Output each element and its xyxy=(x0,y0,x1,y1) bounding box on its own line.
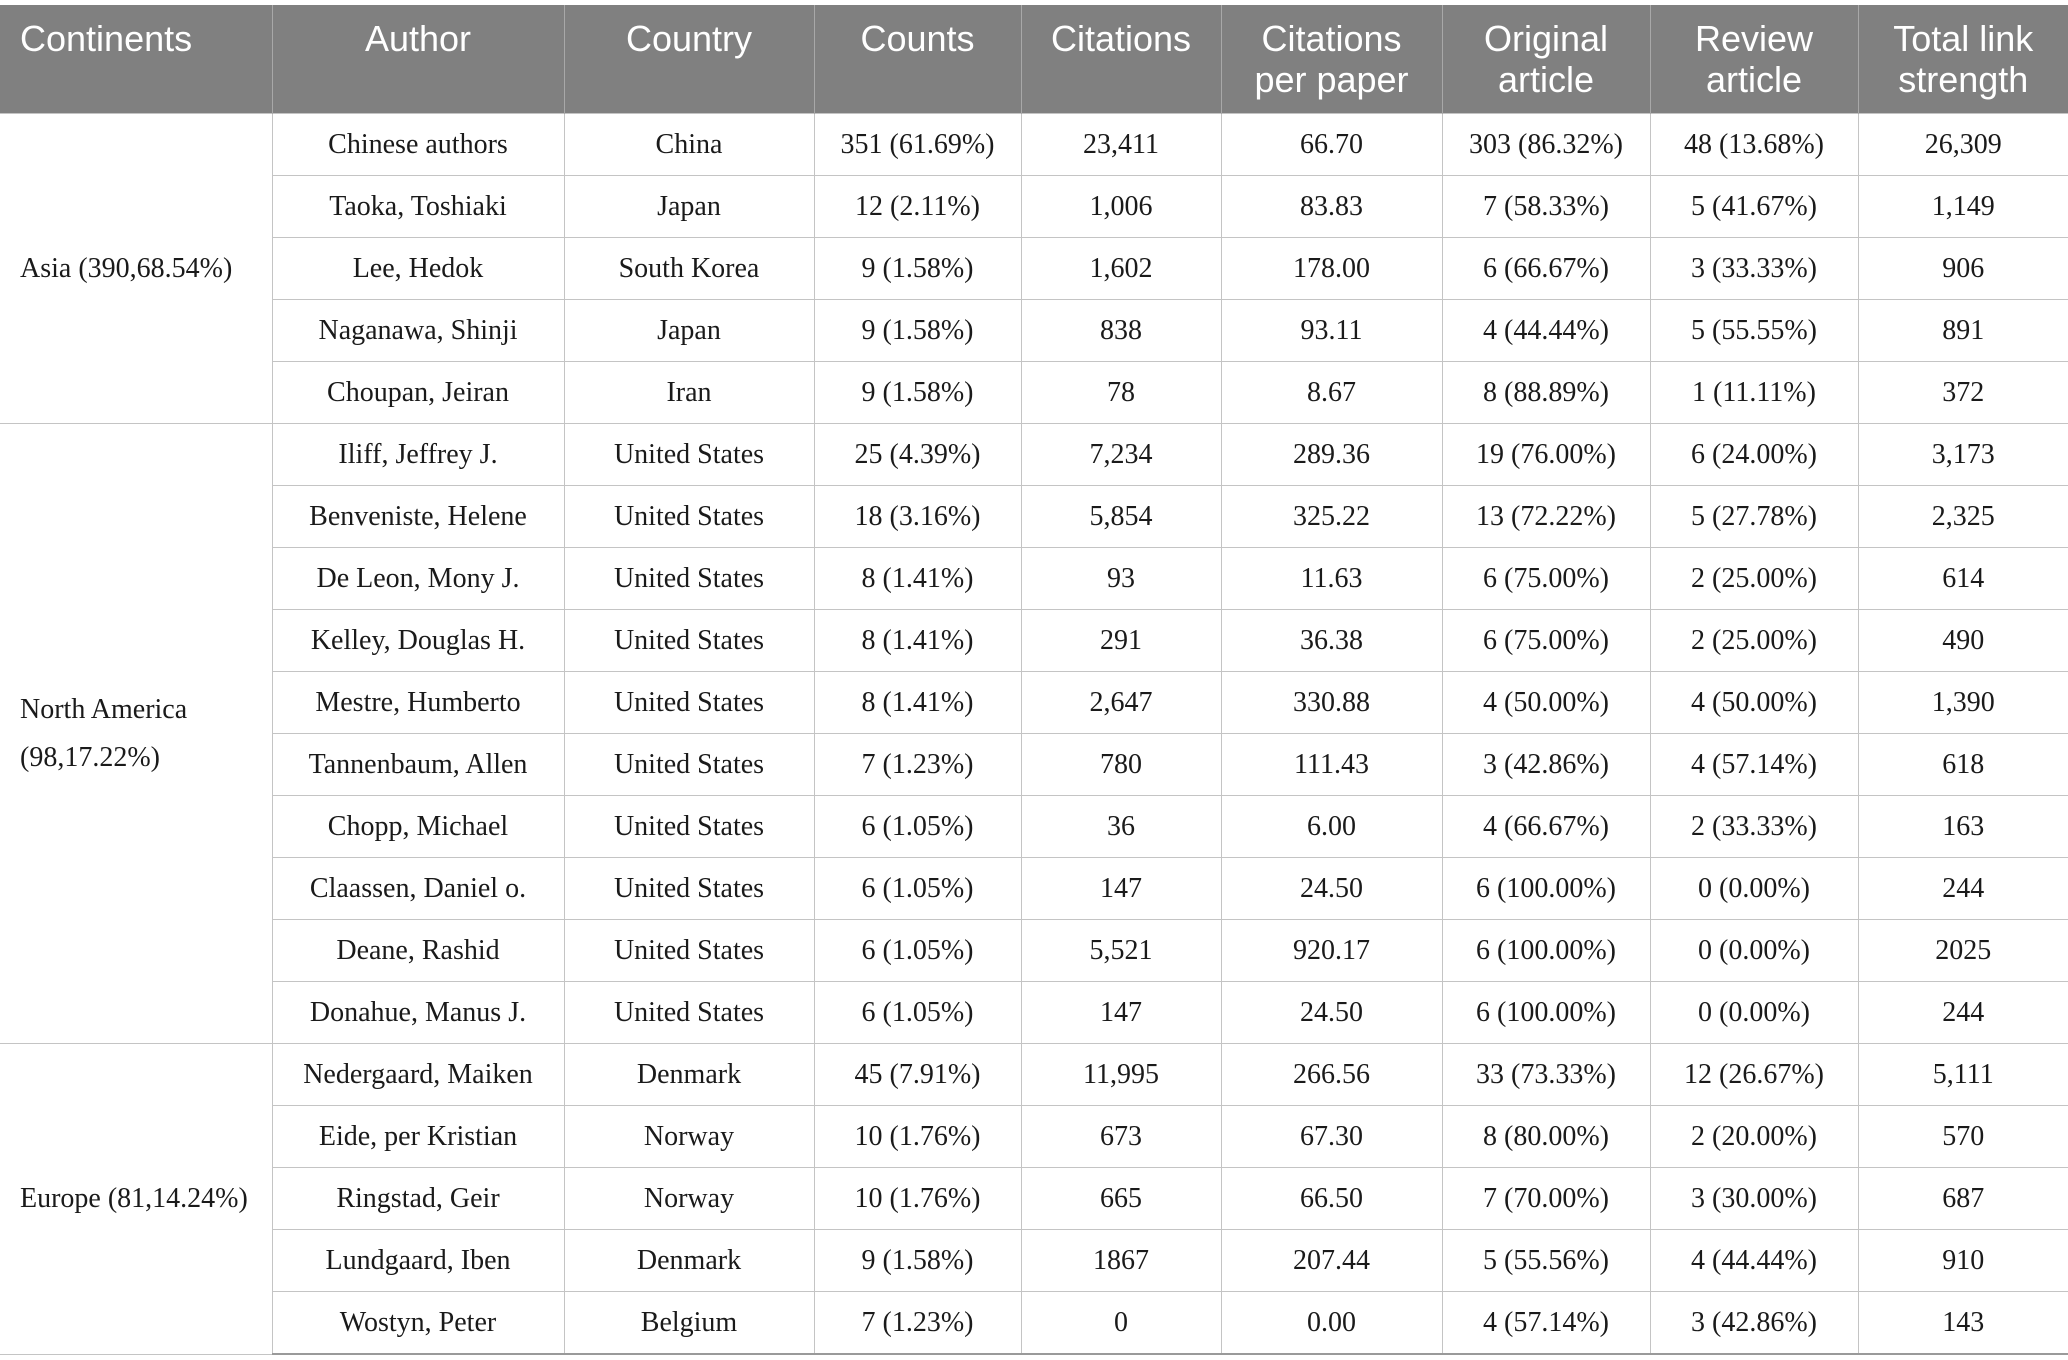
original-article-cell: 303 (86.32%) xyxy=(1442,114,1650,176)
original-article-cell: 6 (100.00%) xyxy=(1442,920,1650,982)
author-cell: Wostyn, Peter xyxy=(272,1292,564,1355)
original-article-cell: 3 (42.86%) xyxy=(1442,734,1650,796)
citations-per-paper-cell: 111.43 xyxy=(1221,734,1442,796)
table-row xyxy=(0,672,2068,734)
total-link-strength-cell: 5,111 xyxy=(1858,1044,2068,1106)
header-original-article xyxy=(1442,5,1650,114)
counts-cell: 8 (1.41%) xyxy=(814,548,1021,610)
original-article-cell: 6 (100.00%) xyxy=(1442,982,1650,1044)
author-cell: Mestre, Humberto xyxy=(272,672,564,734)
header-continents: Continents xyxy=(0,5,272,114)
counts-cell: 6 (1.05%) xyxy=(814,796,1021,858)
citations-per-paper-cell: 66.70 xyxy=(1221,114,1442,176)
original-article-cell: 4 (66.67%) xyxy=(1442,796,1650,858)
total-link-strength-cell: 2025 xyxy=(1858,920,2068,982)
review-article-cell: 6 (24.00%) xyxy=(1650,424,1858,486)
country-cell: United States xyxy=(564,982,814,1044)
original-article-cell: 6 (75.00%) xyxy=(1442,610,1650,672)
total-link-strength-cell: 910 xyxy=(1858,1230,2068,1292)
country-cell: Japan xyxy=(564,300,814,362)
total-link-strength-cell: 618 xyxy=(1858,734,2068,796)
citations-cell: 5,521 xyxy=(1021,920,1221,982)
citations-cell: 11,995 xyxy=(1021,1044,1221,1106)
citations-cell: 780 xyxy=(1021,734,1221,796)
citations-cell: 7,234 xyxy=(1021,424,1221,486)
table-row xyxy=(0,796,2068,858)
citations-cell: 1867 xyxy=(1021,1230,1221,1292)
continent-label: Europe (81,14.24%) xyxy=(20,1182,248,1214)
table-row xyxy=(0,548,2068,610)
citations-per-paper-cell: 178.00 xyxy=(1221,238,1442,300)
header-review-article-line2: article xyxy=(1705,59,1803,100)
review-article-cell: 4 (44.44%) xyxy=(1650,1230,1858,1292)
author-cell: Benveniste, Helene xyxy=(272,486,564,548)
country-cell: China xyxy=(564,114,814,176)
citations-per-paper-cell: 207.44 xyxy=(1221,1230,1442,1292)
total-link-strength-cell: 26,309 xyxy=(1858,114,2068,176)
author-cell: Naganawa, Shinji xyxy=(272,300,564,362)
citations-per-paper-cell: 920.17 xyxy=(1221,920,1442,982)
citations-cell: 5,854 xyxy=(1021,486,1221,548)
counts-cell: 9 (1.58%) xyxy=(814,238,1021,300)
review-article-cell: 3 (30.00%) xyxy=(1650,1168,1858,1230)
table-row xyxy=(0,238,2068,300)
header-citations-per-paper-line2: per paper xyxy=(1254,59,1409,100)
country-cell: Denmark xyxy=(564,1044,814,1106)
total-link-strength-cell: 570 xyxy=(1858,1106,2068,1168)
country-cell: Belgium xyxy=(564,1292,814,1355)
country-cell: United States xyxy=(564,610,814,672)
citations-cell: 0 xyxy=(1021,1292,1221,1355)
citations-per-paper-cell: 325.22 xyxy=(1221,486,1442,548)
author-cell: Ringstad, Geir xyxy=(272,1168,564,1230)
review-article-cell: 4 (57.14%) xyxy=(1650,734,1858,796)
continent-label: Asia (390,68.54%) xyxy=(20,252,233,284)
counts-cell: 6 (1.05%) xyxy=(814,920,1021,982)
citations-per-paper-cell: 0.00 xyxy=(1221,1292,1442,1355)
original-article-cell: 5 (55.56%) xyxy=(1442,1230,1650,1292)
author-cell: Taoka, Toshiaki xyxy=(272,176,564,238)
country-cell: Norway xyxy=(564,1168,814,1230)
review-article-cell: 2 (25.00%) xyxy=(1650,548,1858,610)
header-review-article-line1: Review xyxy=(1694,18,1814,59)
total-link-strength-cell: 244 xyxy=(1858,858,2068,920)
table-row xyxy=(0,1230,2068,1292)
header-citations-per-paper xyxy=(1221,5,1442,114)
counts-cell: 45 (7.91%) xyxy=(814,1044,1021,1106)
author-cell: Iliff, Jeffrey J. xyxy=(272,424,564,486)
citations-per-paper-cell: 67.30 xyxy=(1221,1106,1442,1168)
counts-cell: 6 (1.05%) xyxy=(814,982,1021,1044)
author-cell: Eide, per Kristian xyxy=(272,1106,564,1168)
citations-cell: 1,006 xyxy=(1021,176,1221,238)
table-row xyxy=(0,734,2068,796)
citations-per-paper-cell: 6.00 xyxy=(1221,796,1442,858)
author-cell: Lee, Hedok xyxy=(272,238,564,300)
continent-label-line2: (98,17.22%) xyxy=(20,741,160,773)
review-article-cell: 12 (26.67%) xyxy=(1650,1044,1858,1106)
header-review-article xyxy=(1650,5,1858,114)
country-cell: United States xyxy=(564,548,814,610)
citations-per-paper-cell: 289.36 xyxy=(1221,424,1442,486)
counts-cell: 8 (1.41%) xyxy=(814,610,1021,672)
header-original-article-line1: Original xyxy=(1483,18,1609,59)
country-cell: United States xyxy=(564,796,814,858)
header-citations: Citations xyxy=(1021,5,1221,114)
country-cell: United States xyxy=(564,858,814,920)
country-cell: United States xyxy=(564,486,814,548)
counts-cell: 18 (3.16%) xyxy=(814,486,1021,548)
country-cell: United States xyxy=(564,734,814,796)
citations-cell: 2,647 xyxy=(1021,672,1221,734)
table-row xyxy=(0,858,2068,920)
country-cell: United States xyxy=(564,920,814,982)
counts-cell: 12 (2.11%) xyxy=(814,176,1021,238)
original-article-cell: 19 (76.00%) xyxy=(1442,424,1650,486)
counts-cell: 351 (61.69%) xyxy=(814,114,1021,176)
counts-cell: 10 (1.76%) xyxy=(814,1168,1021,1230)
author-cell: Kelley, Douglas H. xyxy=(272,610,564,672)
author-cell: Donahue, Manus J. xyxy=(272,982,564,1044)
header-counts: Counts xyxy=(814,5,1021,114)
total-link-strength-cell: 3,173 xyxy=(1858,424,2068,486)
country-cell: Norway xyxy=(564,1106,814,1168)
review-article-cell: 5 (27.78%) xyxy=(1650,486,1858,548)
review-article-cell: 4 (50.00%) xyxy=(1650,672,1858,734)
total-link-strength-cell: 143 xyxy=(1858,1292,2068,1355)
table-row xyxy=(0,424,2068,486)
country-cell: Japan xyxy=(564,176,814,238)
review-article-cell: 3 (42.86%) xyxy=(1650,1292,1858,1355)
total-link-strength-cell: 1,390 xyxy=(1858,672,2068,734)
counts-cell: 9 (1.58%) xyxy=(814,362,1021,424)
country-cell: United States xyxy=(564,672,814,734)
author-cell: Tannenbaum, Allen xyxy=(272,734,564,796)
citations-per-paper-cell: 36.38 xyxy=(1221,610,1442,672)
citations-cell: 36 xyxy=(1021,796,1221,858)
original-article-cell: 4 (50.00%) xyxy=(1442,672,1650,734)
original-article-cell: 4 (44.44%) xyxy=(1442,300,1650,362)
total-link-strength-cell: 891 xyxy=(1858,300,2068,362)
table-row xyxy=(0,1168,2068,1230)
author-cell: De Leon, Mony J. xyxy=(272,548,564,610)
country-cell: Iran xyxy=(564,362,814,424)
header-total-link-strength-line1: Total link xyxy=(1893,18,2034,59)
original-article-cell: 7 (58.33%) xyxy=(1442,176,1650,238)
citations-cell: 1,602 xyxy=(1021,238,1221,300)
total-link-strength-cell: 906 xyxy=(1858,238,2068,300)
review-article-cell: 2 (20.00%) xyxy=(1650,1106,1858,1168)
original-article-cell: 33 (73.33%) xyxy=(1442,1044,1650,1106)
original-article-cell: 6 (66.67%) xyxy=(1442,238,1650,300)
review-article-cell: 2 (33.33%) xyxy=(1650,796,1858,858)
review-article-cell: 48 (13.68%) xyxy=(1650,114,1858,176)
author-cell: Lundgaard, Iben xyxy=(272,1230,564,1292)
table-row xyxy=(0,114,2068,176)
counts-cell: 8 (1.41%) xyxy=(814,672,1021,734)
citations-cell: 147 xyxy=(1021,982,1221,1044)
continent-label: North America xyxy=(20,693,188,725)
header-country: Country xyxy=(564,5,814,114)
review-article-cell: 5 (55.55%) xyxy=(1650,300,1858,362)
review-article-cell: 5 (41.67%) xyxy=(1650,176,1858,238)
table-row xyxy=(0,1292,2068,1355)
table-row xyxy=(0,1106,2068,1168)
original-article-cell: 8 (80.00%) xyxy=(1442,1106,1650,1168)
counts-cell: 25 (4.39%) xyxy=(814,424,1021,486)
citations-per-paper-cell: 24.50 xyxy=(1221,982,1442,1044)
author-cell: Deane, Rashid xyxy=(272,920,564,982)
table-row xyxy=(0,982,2068,1044)
original-article-cell: 6 (100.00%) xyxy=(1442,858,1650,920)
continent-cell xyxy=(0,114,272,424)
total-link-strength-cell: 490 xyxy=(1858,610,2068,672)
counts-cell: 9 (1.58%) xyxy=(814,1230,1021,1292)
table-row xyxy=(0,362,2068,424)
citations-cell: 665 xyxy=(1021,1168,1221,1230)
original-article-cell: 8 (88.89%) xyxy=(1442,362,1650,424)
citations-cell: 78 xyxy=(1021,362,1221,424)
header-original-article-line2: article xyxy=(1497,59,1595,100)
original-article-cell: 7 (70.00%) xyxy=(1442,1168,1650,1230)
citations-per-paper-cell: 266.56 xyxy=(1221,1044,1442,1106)
review-article-cell: 0 (0.00%) xyxy=(1650,920,1858,982)
total-link-strength-cell: 163 xyxy=(1858,796,2068,858)
header-row xyxy=(0,5,2068,114)
citations-cell: 673 xyxy=(1021,1106,1221,1168)
citations-per-paper-cell: 11.63 xyxy=(1221,548,1442,610)
total-link-strength-cell: 372 xyxy=(1858,362,2068,424)
citations-per-paper-cell: 24.50 xyxy=(1221,858,1442,920)
original-article-cell: 4 (57.14%) xyxy=(1442,1292,1650,1355)
counts-cell: 7 (1.23%) xyxy=(814,734,1021,796)
continent-cell xyxy=(0,1044,272,1355)
author-cell: Chopp, Michael xyxy=(272,796,564,858)
country-cell: South Korea xyxy=(564,238,814,300)
continent-cell xyxy=(0,424,272,1044)
header-total-link-strength-line2: strength xyxy=(1898,59,2029,100)
citations-per-paper-cell: 8.67 xyxy=(1221,362,1442,424)
review-article-cell: 1 (11.11%) xyxy=(1650,362,1858,424)
citations-cell: 147 xyxy=(1021,858,1221,920)
table-row xyxy=(0,486,2068,548)
review-article-cell: 0 (0.00%) xyxy=(1650,982,1858,1044)
original-article-cell: 13 (72.22%) xyxy=(1442,486,1650,548)
total-link-strength-cell: 614 xyxy=(1858,548,2068,610)
total-link-strength-cell: 1,149 xyxy=(1858,176,2068,238)
country-cell: United States xyxy=(564,424,814,486)
citations-per-paper-cell: 66.50 xyxy=(1221,1168,1442,1230)
counts-cell: 7 (1.23%) xyxy=(814,1292,1021,1355)
counts-cell: 6 (1.05%) xyxy=(814,858,1021,920)
review-article-cell: 2 (25.00%) xyxy=(1650,610,1858,672)
table-row xyxy=(0,1044,2068,1106)
citations-cell: 93 xyxy=(1021,548,1221,610)
author-cell: Chinese authors xyxy=(272,114,564,176)
citations-per-paper-cell: 93.11 xyxy=(1221,300,1442,362)
header-citations-per-paper-line1: Citations xyxy=(1261,18,1402,59)
citations-cell: 838 xyxy=(1021,300,1221,362)
citations-per-paper-cell: 83.83 xyxy=(1221,176,1442,238)
author-table xyxy=(0,5,2068,1355)
original-article-cell: 6 (75.00%) xyxy=(1442,548,1650,610)
table-row xyxy=(0,920,2068,982)
citations-cell: 291 xyxy=(1021,610,1221,672)
author-cell: Choupan, Jeiran xyxy=(272,362,564,424)
table-row xyxy=(0,300,2068,362)
review-article-cell: 0 (0.00%) xyxy=(1650,858,1858,920)
total-link-strength-cell: 2,325 xyxy=(1858,486,2068,548)
table-row xyxy=(0,176,2068,238)
counts-cell: 10 (1.76%) xyxy=(814,1106,1021,1168)
total-link-strength-cell: 244 xyxy=(1858,982,2068,1044)
country-cell: Denmark xyxy=(564,1230,814,1292)
author-cell: Claassen, Daniel o. xyxy=(272,858,564,920)
review-article-cell: 3 (33.33%) xyxy=(1650,238,1858,300)
counts-cell: 9 (1.58%) xyxy=(814,300,1021,362)
citations-cell: 23,411 xyxy=(1021,114,1221,176)
table-body xyxy=(0,114,2068,1355)
header-author: Author xyxy=(272,5,564,114)
table-row xyxy=(0,610,2068,672)
total-link-strength-cell: 687 xyxy=(1858,1168,2068,1230)
citations-per-paper-cell: 330.88 xyxy=(1221,672,1442,734)
author-cell: Nedergaard, Maiken xyxy=(272,1044,564,1106)
header-total-link-strength xyxy=(1858,5,2068,114)
